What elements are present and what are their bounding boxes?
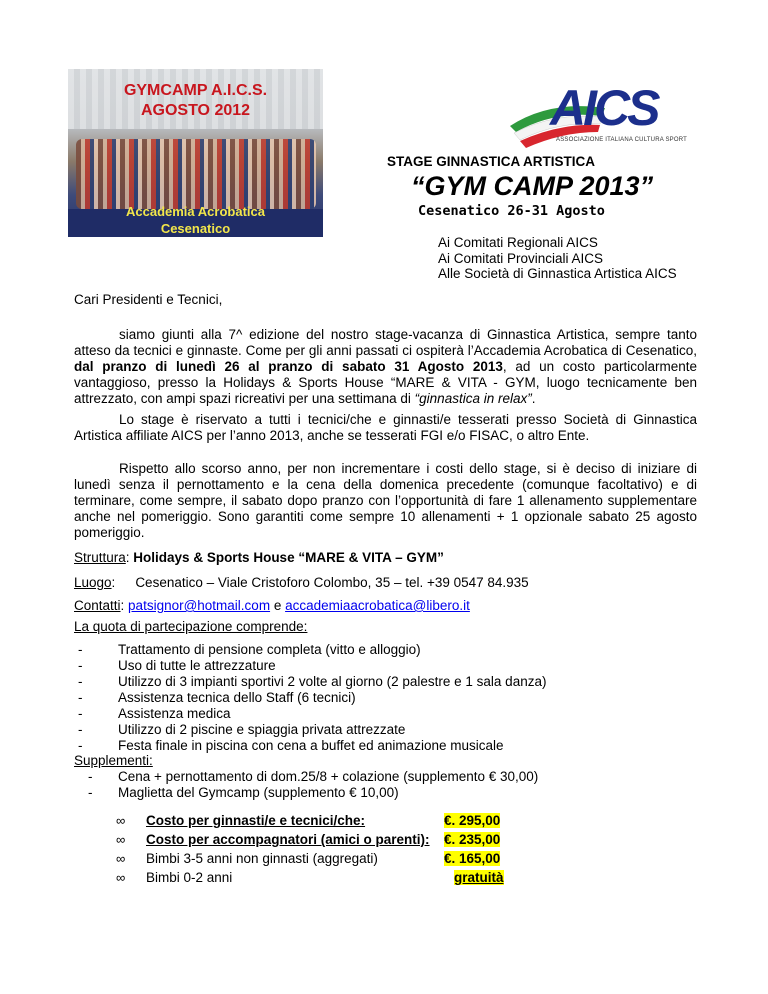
photo-caption-line-3: Accademia Acrobatica — [126, 204, 265, 219]
luogo-label: Luogo — [74, 575, 112, 590]
price-value: gratuità — [454, 870, 504, 885]
price-row — [116, 870, 516, 886]
email-link-1[interactable]: patsignor@hotmail.com — [128, 598, 271, 613]
luogo-line: Luogo: Cesenatico – Viale Cristoforo Colombo, 35 – tel. +39 0547 84.935 — [74, 575, 529, 590]
price-value: €. 235,00 — [444, 832, 501, 847]
price-label: Costo per ginnasti/e e tecnici/che: — [146, 813, 366, 828]
p1-text-c: , ad un costo particolarmente vantaggioso, presso la Holidays & Sports House “MARE & VITA - GYM, luogo tecnicamente ben attrezzato, con ampi spazi ricreativi per una settimana di — [74, 359, 697, 406]
logo-subtitle: ASSOCIAZIONE ITALIANA CULTURA SPORT — [556, 137, 688, 143]
p1-dates-bold: dal pranzo di lunedì 26 al pranzo di sabato 31 Agosto 2013 — [74, 359, 503, 374]
p1-text-e: . — [531, 391, 536, 406]
photo-caption-line-1: GYMCAMP A.I.C.S. — [123, 82, 268, 99]
infinity-bullet-icon: ∞ — [116, 813, 126, 828]
contatti-label: Contatti — [74, 598, 121, 613]
p1-text-a: siamo giunti alla 7^ edizione del nostro stage-vacanza di Ginnastica Artistica, sempre tanto atteso da tecnici e ginnaste. Come per gli anni passati ci ospiterà l’Accademia Acrobatica di Cesenatico, — [74, 327, 697, 358]
contatti-line: Contatti: patsignor@hotmail.com e accademiaacrobatica@libero.it — [74, 598, 470, 613]
luogo-value: Cesenatico – Viale Cristoforo Colombo, 35 – tel. +39 0547 84.935 — [135, 575, 529, 590]
price-label: Bimbi 3-5 anni non ginnasti (aggregati) — [146, 851, 378, 866]
paragraph-intro — [74, 327, 697, 407]
struttura-value: Holidays & Sports House “MARE & VITA – GYM” — [133, 550, 444, 565]
price-row — [116, 813, 516, 829]
greeting: Cari Presidenti e Tecnici, — [74, 292, 223, 307]
infinity-bullet-icon: ∞ — [116, 832, 126, 847]
price-value: €. 295,00 — [444, 813, 501, 828]
p1-relax-italic: “ginnastica in relax” — [414, 391, 532, 406]
svg-text:AICS: AICS — [550, 80, 658, 136]
struttura-line: Struttura: Holidays & Sports House “MARE & VITA – GYM” — [74, 550, 444, 565]
quota-heading: La quota di partecipazione comprende: — [74, 619, 308, 634]
paragraph-eligibility: Lo stage è riservato a tutti i tecnici/che e ginnasti/e tesserati presso Società di Ginnastica Artistica affiliate AICS per l’anno 2013, anche se tesserati FGI e/o FISAC, o altro Ente. — [74, 412, 697, 443]
email-link-2[interactable]: accademiaacrobatica@libero.it — [285, 598, 470, 613]
price-row — [116, 832, 516, 848]
camp-photo — [68, 69, 323, 237]
infinity-bullet-icon: ∞ — [116, 851, 126, 866]
price-label: Costo per accompagnatori (amici o parenti): — [146, 832, 430, 847]
price-label: Bimbi 0-2 anni — [146, 870, 233, 885]
infinity-bullet-icon: ∞ — [116, 870, 126, 885]
photo-caption-line-4: Cesenatico — [160, 221, 231, 236]
addressee-3: Alle Società di Ginnastica Artistica AICS — [438, 266, 677, 281]
price-value: €. 165,00 — [444, 851, 501, 866]
paragraph-schedule: Rispetto allo scorso anno, per non incrementare i costi dello stage, si è deciso di iniziare di lunedì senza il pernottamento e la cena della domenica precedente (comunque facoltativo) e di terminare, come sempre, il sabato dopo pranzo con l’opportunità di fare 1 allenamento supplementare anche nel pomeriggio. Sono garantiti come sempre 10 allenamenti + 1 opzionale sabato 25 agosto pomeriggio. — [74, 461, 697, 540]
addressee-1: Ai Comitati Regionali AICS — [438, 235, 598, 250]
supplementi-heading: Supplementi: — [74, 753, 153, 768]
stage-title: STAGE GINNASTICA ARTISTICA — [387, 154, 595, 169]
struttura-label: Struttura — [74, 550, 126, 565]
photo-caption-line-2: AGOSTO 2012 — [140, 102, 251, 119]
gym-camp-title: “GYM CAMP 2013” — [411, 171, 654, 201]
date-line: Cesenatico 26-31 Agosto — [418, 203, 605, 219]
photo-group-of-gymnasts — [76, 139, 316, 209]
addressee-2: Ai Comitati Provinciali AICS — [438, 251, 604, 266]
price-row — [116, 851, 516, 867]
contatti-and: e — [270, 598, 286, 613]
